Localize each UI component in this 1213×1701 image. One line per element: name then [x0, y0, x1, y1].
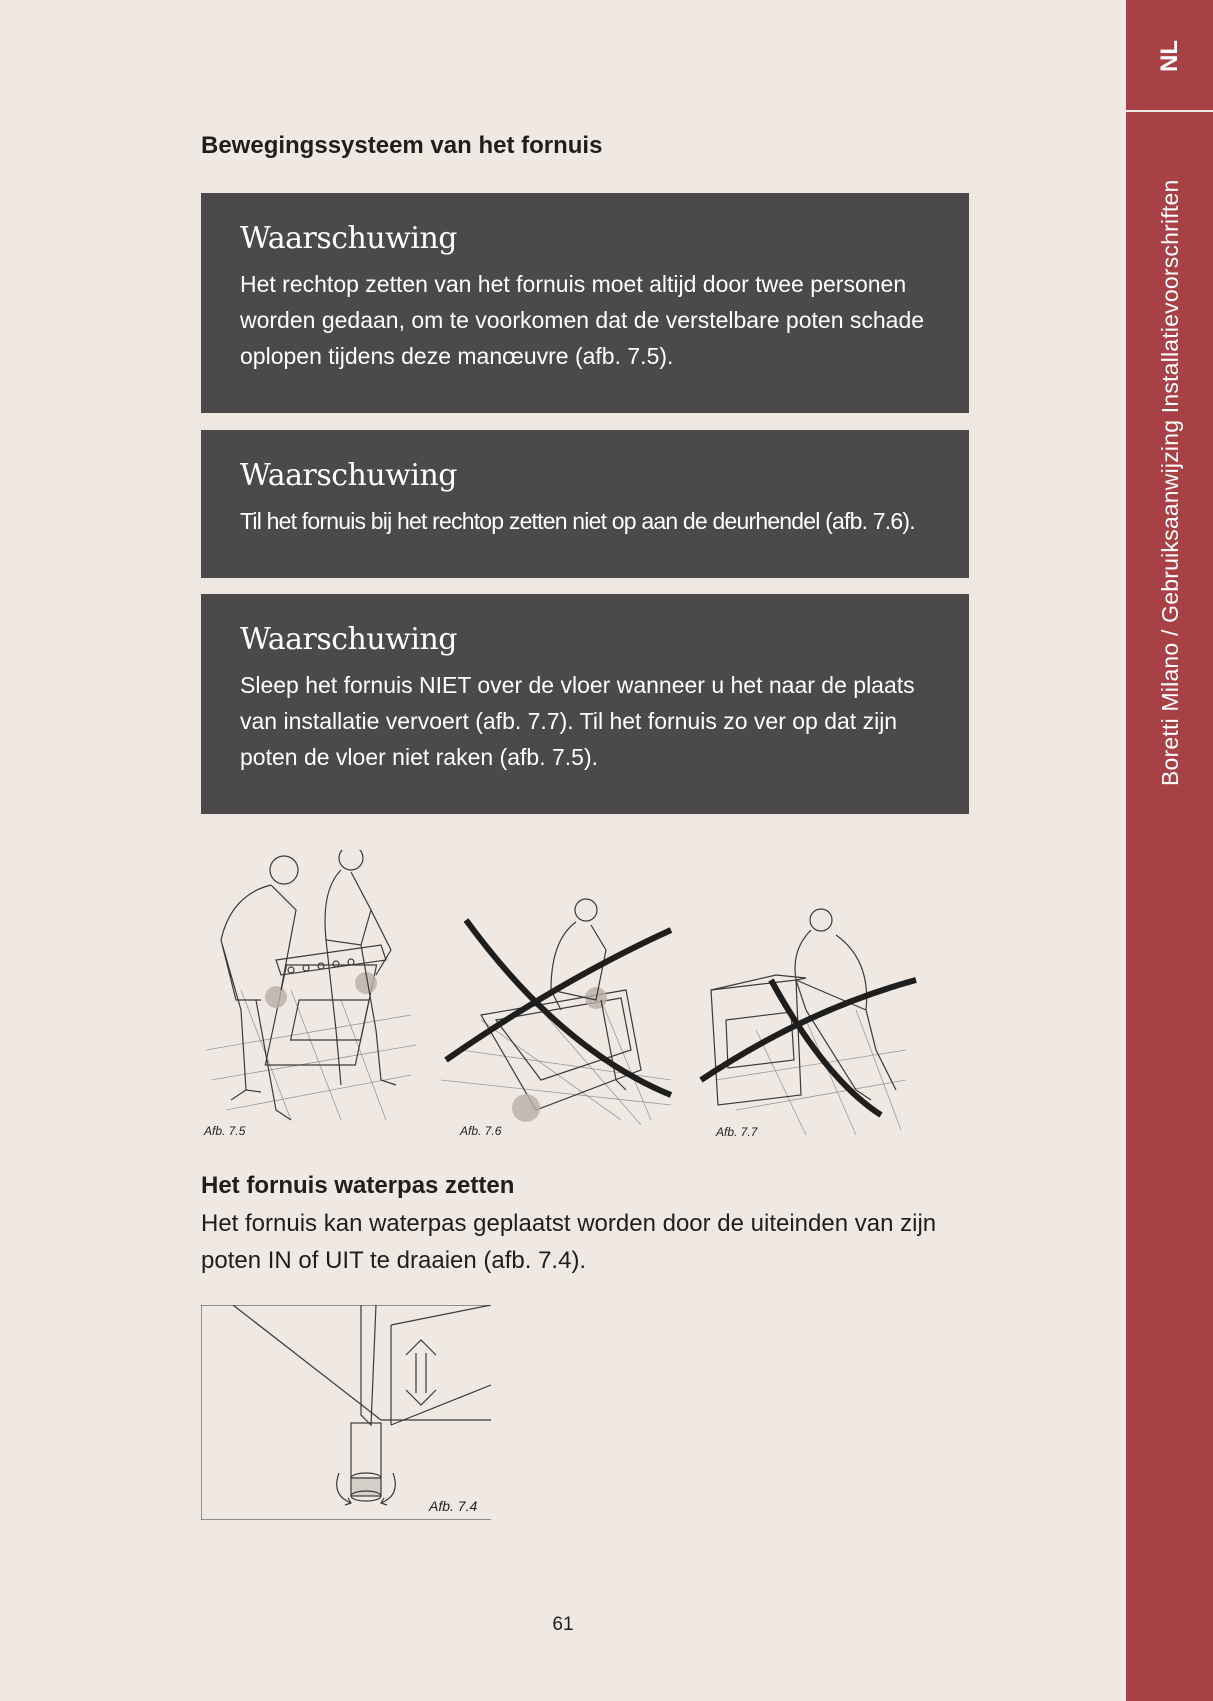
warning-box [201, 594, 969, 814]
warning-box [201, 430, 969, 578]
sidebar-title: Boretti Milano / Gebruiksaanwijzing Installatievoorschriften [1157, 179, 1183, 786]
warning-text: Het rechtop zetten van het fornuis moet altijd door twee personen worden gedaan, om te voorkomen dat de verstelbare poten schade oplopen tijdens deze manœuvre (afb. 7.5). [240, 271, 925, 369]
figure-caption: Afb. 7.4 [429, 1498, 478, 1514]
figure-caption: Afb. 7.6 [460, 1124, 502, 1138]
figure-7-5-illustration [206, 850, 416, 1120]
section-heading: Bewegingssysteem van het fornuis [201, 132, 603, 159]
warning-text: Sleep het fornuis NIET over de vloer wanneer u het naar de plaats van installatie vervoert (afb. 7.7). Til het fornuis zo ver op dat zijn poten de vloer niet raken (afb. 7.5). [240, 672, 915, 770]
warning-text: Til het fornuis bij het rechtop zetten niet op aan de deurhendel (afb. 7.6). [240, 508, 915, 534]
leveling-text: Het fornuis kan waterpas geplaatst worden door de uiteinden van zijn poten IN of UIT te draaien (afb. 7.4). [201, 1210, 937, 1274]
page-number: 61 [552, 1614, 574, 1635]
warning-title: Waarschuwing [240, 458, 457, 493]
figure-7-6-illustration [441, 899, 671, 1125]
warning-title: Waarschuwing [240, 622, 457, 657]
language-label: NL [1155, 40, 1183, 72]
language-tab [1126, 0, 1213, 112]
figure-7-4 [201, 1305, 491, 1520]
lifting-figures [201, 850, 941, 1145]
leveling-heading: Het fornuis waterpas zetten [201, 1172, 515, 1199]
leveling-foot-illustration [201, 1305, 491, 1520]
figure-caption: Afb. 7.7 [716, 1125, 758, 1139]
figure-caption: Afb. 7.5 [204, 1124, 246, 1138]
lifting-illustrations [201, 850, 941, 1145]
warning-box [201, 193, 969, 413]
figure-7-7-illustration [701, 909, 916, 1135]
warning-title: Waarschuwing [240, 221, 457, 256]
